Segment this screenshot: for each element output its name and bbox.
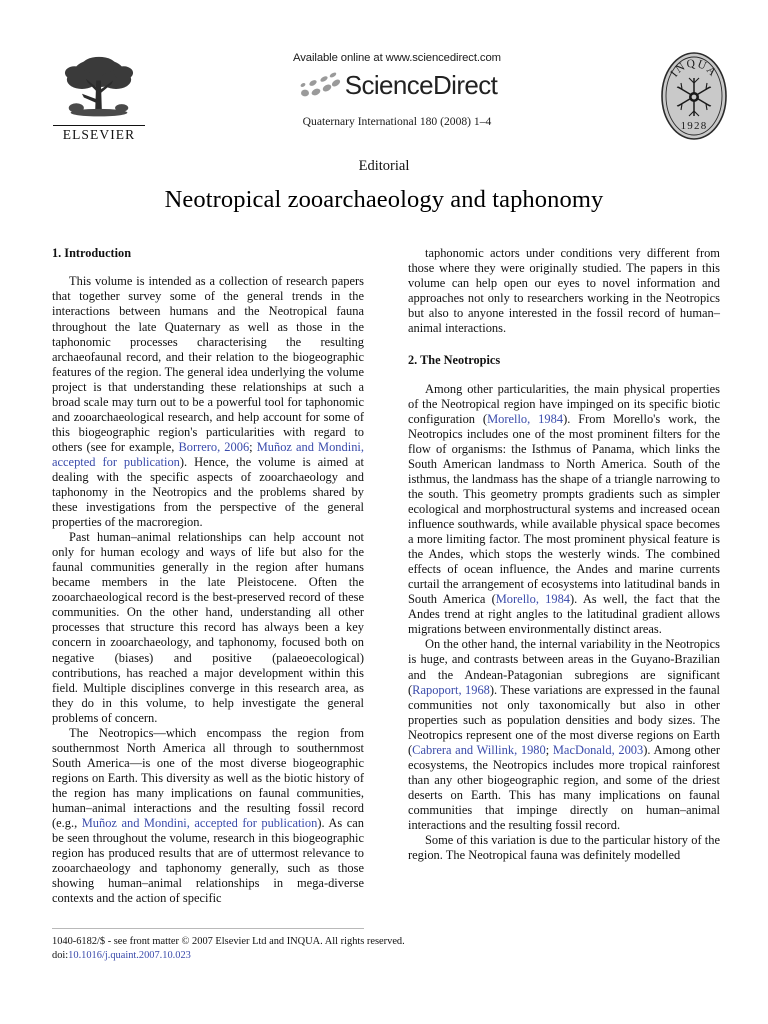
paragraph-right-1: taphonomic actors under conditions very different from those where they were originally studied. The papers in this volume can help open our eyes to novel information and approaches not only to researchers working in the Neotropics but also to anyone interested in the fossil record of human–animal interactions. xyxy=(408,246,720,336)
text-run: The Neotropics—which encompass the region from southernmost North America all through to southernmost South America—is one of the most diverse biogeographic regions on Earth. This diversity as well as the biotic history of the region has many implications on faunal communities, human–animal interactions and the resulting fossil record (e.g., xyxy=(52,725,364,831)
text-run: ). Hence, the volume is aimed at dealing with the specific aspects of zooarchaeology and taphonomy in the Neotropics and the problems shared by these investigations from the perspective of the general properties of the macroregion. xyxy=(52,454,364,530)
text-run: ). From Morello's work, the Neotropics includes one of the most prominent filters for the flow of organisms: the Isthmus of Panama, which links the South American landmass to North America. South of the isthmus, the landmass has the shape of a triangle narrowing to the south. This geometry prompts gradients such as simpler ecological and morphostructural systems and increased ocean influence southwards, while available physical space becomes a more limiting factor. The most prominent physical feature is the Andes, which stops the westerly winds. The combined effects of ocean influence, the Andes and marine currents curtail the arrangement of ecosystems into latitudinal bands in South America ( xyxy=(408,411,720,607)
text-run: ). Among other ecosystems, the Neotropics includes more tropical rainforest than any other biogeographic region, and some of the driest deserts on Earth. This has many implications on faunal communities that impinge directly on human–animal interactions and the resulting fossil record. xyxy=(408,742,720,832)
footer-divider xyxy=(52,928,364,929)
text-run: ). As well, the fact that the Andes trend at right angles to the latitudinal gradient allows migrations between environmentally distinct areas. xyxy=(408,592,720,637)
paragraph-intro-3 xyxy=(52,726,364,907)
page-title: Neotropical zooarchaeology and taphonomy xyxy=(164,186,604,213)
paragraph-intro-2: Past human–animal relationships can help account not only for human ecology and ways of life but also for the faunal communities generally in the region after humans became members in the late Pleistocene. Often the zooarchaeological record is the best-preserved record of these communities. On the other hand, understanding all other processes that structure this record has always been a key concern in zooarchaeology, and taphonomy, focused both on negative (biases) and positive (palaeoecological) contributions, has reached a major development within this field. Multiple disciplines converge in this research area, as they do in this volume, to help investigate the general problems of concern. xyxy=(52,530,364,725)
citation-link-morello-1984-b[interactable]: Morello, 1984 xyxy=(495,592,571,607)
sciencedirect-dots-icon xyxy=(297,71,343,101)
page-footer xyxy=(52,928,720,962)
available-online-text: Available online at www.sciencedirect.com xyxy=(293,52,501,64)
article-type-label: Editorial xyxy=(358,158,410,174)
text-run: Among other particularities, the main physical properties of the Neotropical region have impinged on its specific biotic configuration ( xyxy=(408,381,720,426)
paragraph-neotropics-3: Some of this variation is due to the particular history of the region. The Neotropical fauna was definitely modelled xyxy=(408,833,720,863)
elsevier-wordmark: ELSEVIER xyxy=(62,127,136,143)
text-run: ). These variations are expressed in the faunal communities not only taxonomically but also in other properties such as population densities and body sizes. The Neotropics represent one of the most diverse regions on Earth ( xyxy=(408,682,720,757)
section-heading-introduction: 1. Introduction xyxy=(52,246,132,260)
svg-text:INQUA: INQUA xyxy=(668,57,720,80)
inqua-year-text: 1928 xyxy=(680,120,708,132)
inqua-seal-icon xyxy=(659,50,729,142)
citation-link-borrero-2006[interactable]: Borrero, 2006 xyxy=(178,439,250,454)
masthead xyxy=(0,46,768,154)
citation-link-morello-1984[interactable]: Morello, 1984 xyxy=(487,411,564,426)
doi-line xyxy=(52,949,720,963)
copyright-line: 1040-6182/$ - see front matter © 2007 Elsevier Ltd and INQUA. All rights reserved. xyxy=(52,936,405,947)
text-run: This volume is intended as a collection of research papers that together survey some of the general trends in the interactions between humans and the Neotropical fauna throughout the late Quaternary as well as those in the taphonomic processes characterising the resulting archaeofaunal record, and their relation to the biogeographic features of the region. The general idea underlying the volume project is that understanding these relationships at such a broad scale may turn out to be a powerful tool for taphonomic and zooarchaeological research, and help account for some of this biogeographic region's particularities with regard to others (see for example, xyxy=(52,274,364,454)
text-run: ). As can be seen throughout the volume, research in this biogeographic region has produced results that are of uttermost relevance to zooarchaeology and taphonomy generally, such as those showing human–animal relationships in mega-diverse contexts and the action of specific xyxy=(52,816,364,906)
body-columns xyxy=(52,246,720,906)
text-run: On the other hand, the internal variability in the Neotropics is huge, and contrasts between areas in the Guyano-Brazilian and the Andean-Patagonian subregions are significant ( xyxy=(408,637,720,697)
right-column xyxy=(408,246,720,906)
paragraph-neotropics-2 xyxy=(408,637,720,833)
doi-label: doi: xyxy=(52,949,69,961)
citation-link-munoz-mondini[interactable]: Muñoz and Mondini, accepted for publication xyxy=(52,439,364,469)
title-block xyxy=(0,158,768,230)
journal-reference: Quaternary International 180 (2008) 1–4 xyxy=(302,115,492,128)
sciencedirect-wordmark: ScienceDirect xyxy=(344,70,498,100)
left-column xyxy=(52,246,364,906)
elsevier-rule-top xyxy=(53,125,145,126)
elsevier-tree-icon xyxy=(61,54,137,124)
citation-link-rapoport-1968[interactable]: Rapoport, 1968 xyxy=(412,682,490,697)
sciencedirect-block xyxy=(232,52,562,128)
text-run: ; xyxy=(249,439,257,454)
paragraph-neotropics-1 xyxy=(408,382,720,638)
citation-link-macdonald-2003[interactable]: MacDonald, 2003 xyxy=(552,742,644,757)
doi-link[interactable]: 10.1016/j.quaint.2007.10.023 xyxy=(68,949,191,961)
paragraph-intro-1 xyxy=(52,274,364,530)
citation-link-cabrera-willink-1980[interactable]: Cabrera and Willink, 1980 xyxy=(412,742,546,757)
citation-link-munoz-mondini-2[interactable]: Muñoz and Mondini, accepted for publication xyxy=(81,816,318,831)
section-heading-neotropics: 2. The Neotropics xyxy=(408,353,501,368)
elsevier-logo xyxy=(52,54,146,143)
text-run: ; xyxy=(545,742,553,757)
